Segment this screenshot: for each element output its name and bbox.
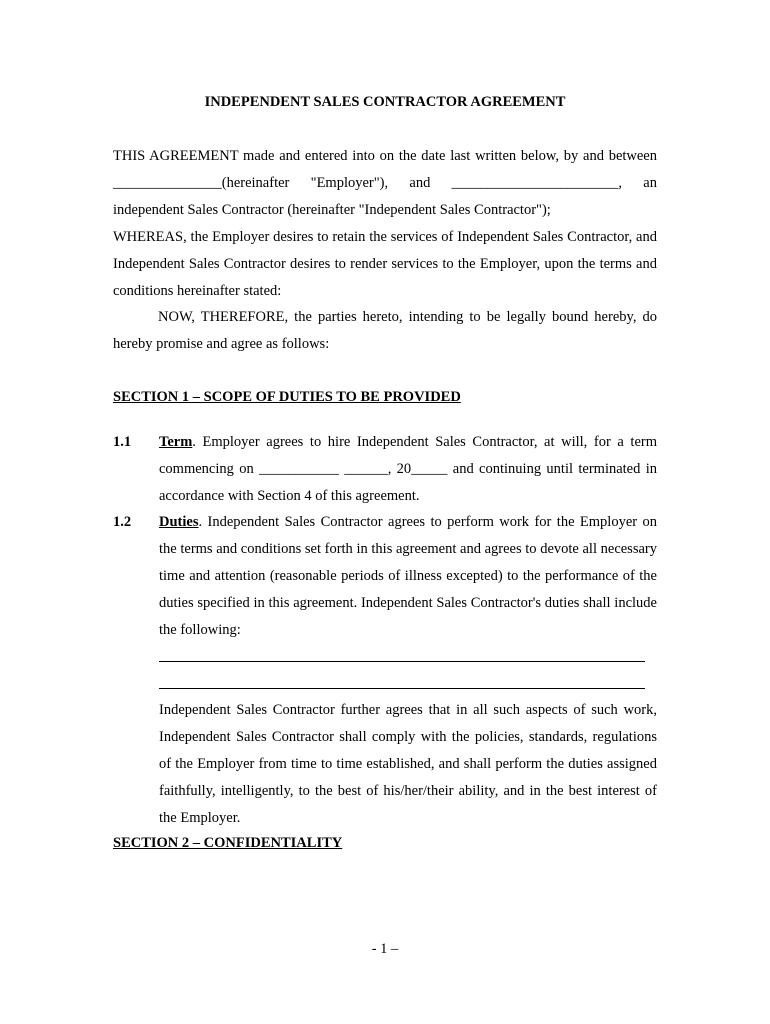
item-1-2-heading: Duties [159, 514, 199, 530]
item-1-1-text: . Employer agrees to hire Independent Sales Contractor, at will, for a term commencing on ___________ ______, 20_____ and continuing until terminated in accordance with Section 4 of this agreement. [159, 434, 657, 504]
section-2-heading: SECTION 2 – CONFIDENTIALITY [113, 835, 343, 851]
duties-blank-line[interactable] [159, 661, 645, 662]
whereas-paragraph: WHEREAS, the Employer desires to retain the services of Independent Sales Contractor, and Independent Sales Contractor desires to render services to the Employer, upon the terms and conditions hereinafter stated: [113, 229, 657, 299]
duties-blank-line[interactable] [159, 688, 645, 689]
page-number: - 1 – [371, 941, 399, 957]
item-1-1-number: 1.1 [113, 434, 132, 450]
item-1-2-body [159, 509, 657, 644]
item-1-1-heading: Term [159, 434, 193, 450]
item-1-2-number: 1.2 [113, 514, 132, 530]
intro-paragraph: THIS AGREEMENT made and entered into on the date last written below, by and between _______________(hereinafter "Employer"), and _______________________, an independent Sales Contractor (hereinafter "Independent Sales Contractor"); [113, 148, 657, 218]
item-1-2-text: . Independent Sales Contractor agrees to perform work for the Employer on the terms and conditions set forth in this agreement and agrees to devote all necessary time and attention (reasonable periods of illness excepted) to the performance of the duties specified in this agreement. Independent Sales Contractor's duties shall include the following: [159, 514, 657, 638]
now-therefore-paragraph: NOW, THEREFORE, the parties hereto, intending to be legally bound hereby, do hereby promise and agree as follows: [113, 309, 657, 352]
item-1-1-body [159, 429, 657, 510]
document-title: INDEPENDENT SALES CONTRACTOR AGREEMENT [204, 94, 566, 110]
section-1-heading: SECTION 1 – SCOPE OF DUTIES TO BE PROVIDED [113, 389, 461, 405]
further-agreement-paragraph: Independent Sales Contractor further agrees that in all such aspects of such work, Independent Sales Contractor shall comply with the policies, standards, regulations of the Employer from time to time established, and shall perform the duties assigned faithfully, intelligently, to the best of his/her/their ability, and in the best interest of the Employer. [159, 702, 657, 826]
